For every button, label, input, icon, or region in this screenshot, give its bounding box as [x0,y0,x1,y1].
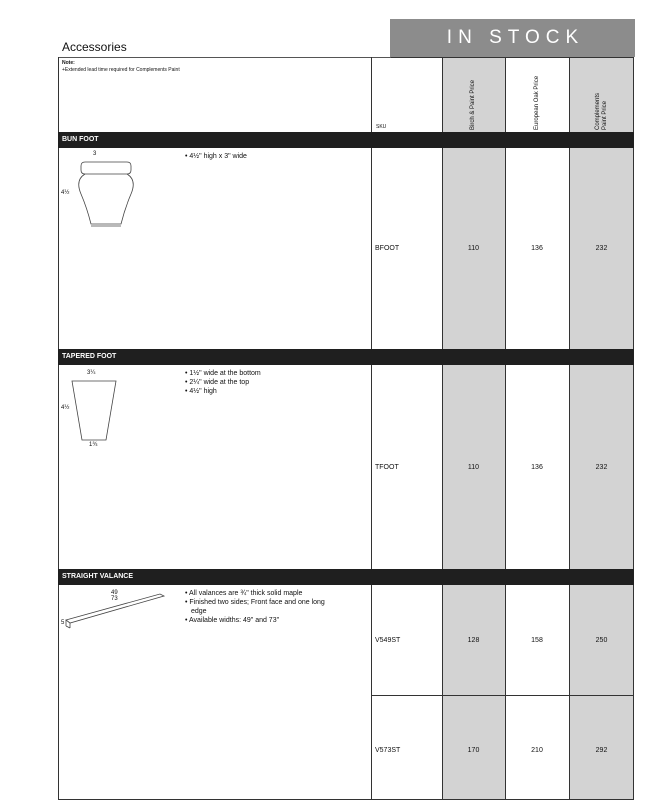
valance-49-birch-price: 128 [467,637,480,644]
tapered-foot-dim-top: 3¼ [87,370,96,376]
column-divider-comp [569,57,570,800]
tapered-foot-sku: TFOOT [375,464,399,471]
valance-dim-width-1: 49 [111,590,118,596]
table-border-right [633,57,634,800]
valance-49-sku: V549ST [375,637,401,644]
valance-spec-2: • Finished two sides; Front face and one long [185,599,325,606]
tapered-foot-birch-price: 110 [467,464,480,471]
tapered-foot-spec-2: • 2¼" wide at the top [185,379,250,386]
valance-spec-1: • All valances are ¾" thick solid maple [185,590,303,597]
bun-foot-dim-top: 3 [93,151,97,157]
valance-spec-3: • Available widths: 49" and 73" [185,617,280,624]
tapered-foot-spec-2-text: 2¼" wide at the top [189,379,250,386]
valance-spec-1-text: All valances are ¾" thick solid maple [189,590,303,597]
note-text: +Extended lead time required for Complements Paint [62,67,180,73]
valance-row-divider [371,695,634,696]
column-header-comp-2: Paint Price [602,100,608,130]
table-border-top [391,57,634,58]
column-header-sku: SKU [376,124,387,130]
tapered-foot-specs [185,369,261,396]
page-title: Accessories [62,40,127,54]
tapered-foot-dim-bottom: 1¾ [89,442,98,448]
tapered-foot-dim-side: 4½ [61,405,70,411]
valance-spec-3-text: Available widths: 49" and 73" [189,617,280,624]
valance-73-birch-price: 170 [467,747,480,754]
in-stock-banner [390,19,635,57]
bun-foot-birch-price: 110 [467,245,480,252]
valance-73-oak-price: 210 [531,747,543,754]
tapered-foot-drawing [70,380,120,442]
birch-price-column [442,57,505,800]
section-band-straight-valance: STRAIGHT VALANCE [58,569,634,585]
tapered-foot-oak-price: 136 [531,464,543,471]
valance-specs [185,589,325,625]
column-header-oak: European Oak Price [534,75,540,130]
column-divider-sku [371,57,372,800]
tapered-foot-spec-1: • 1½" wide at the bottom [185,370,261,377]
bun-foot-specs [185,152,247,161]
valance-spec-2-cont-text: edge [191,608,207,615]
bun-foot-spec-1: • 4½" high x 3" wide [185,153,247,160]
valance-73-sku: V573ST [375,747,401,754]
valance-dim-width-2: 73 [111,596,118,602]
note-label: Note: [62,60,75,66]
valance-spec-2-text: Finished two sides; Front face and one long [189,599,325,606]
tapered-foot-comp-price: 232 [595,464,608,471]
table-border-left [58,57,59,800]
complements-price-column [570,57,633,800]
title-rule [58,57,391,58]
column-divider-oak [505,57,506,800]
valance-73-comp-price: 292 [595,747,608,754]
bun-foot-drawing [75,160,145,232]
bun-foot-comp-price: 232 [595,245,608,252]
column-header-birch: Birch & Paint Price [470,79,476,130]
bun-foot-spec-1-text: 4½" high x 3" wide [189,153,247,160]
bun-foot-sku: BFOOT [375,245,400,252]
valance-dim-side: 5 [61,620,65,626]
bun-foot-dim-side: 4½ [61,190,70,196]
tapered-foot-spec-1-text: 1½" wide at the bottom [189,370,261,377]
tapered-foot-spec-3-text: 4½" high [189,388,217,395]
valance-49-comp-price: 250 [595,637,608,644]
banner-text: IN STOCK [446,27,585,48]
note [62,60,180,74]
tapered-foot-spec-3: • 4½" high [185,388,217,395]
valance-spec-2-cont [185,607,325,616]
valance-49-oak-price: 158 [531,637,543,644]
column-header-comp-1: Complements [595,92,601,130]
column-divider-birch [442,57,443,800]
section-band-bun-foot: BUN FOOT [58,132,634,148]
section-band-tapered-foot: TAPERED FOOT [58,349,634,365]
bun-foot-oak-price: 136 [531,245,543,252]
